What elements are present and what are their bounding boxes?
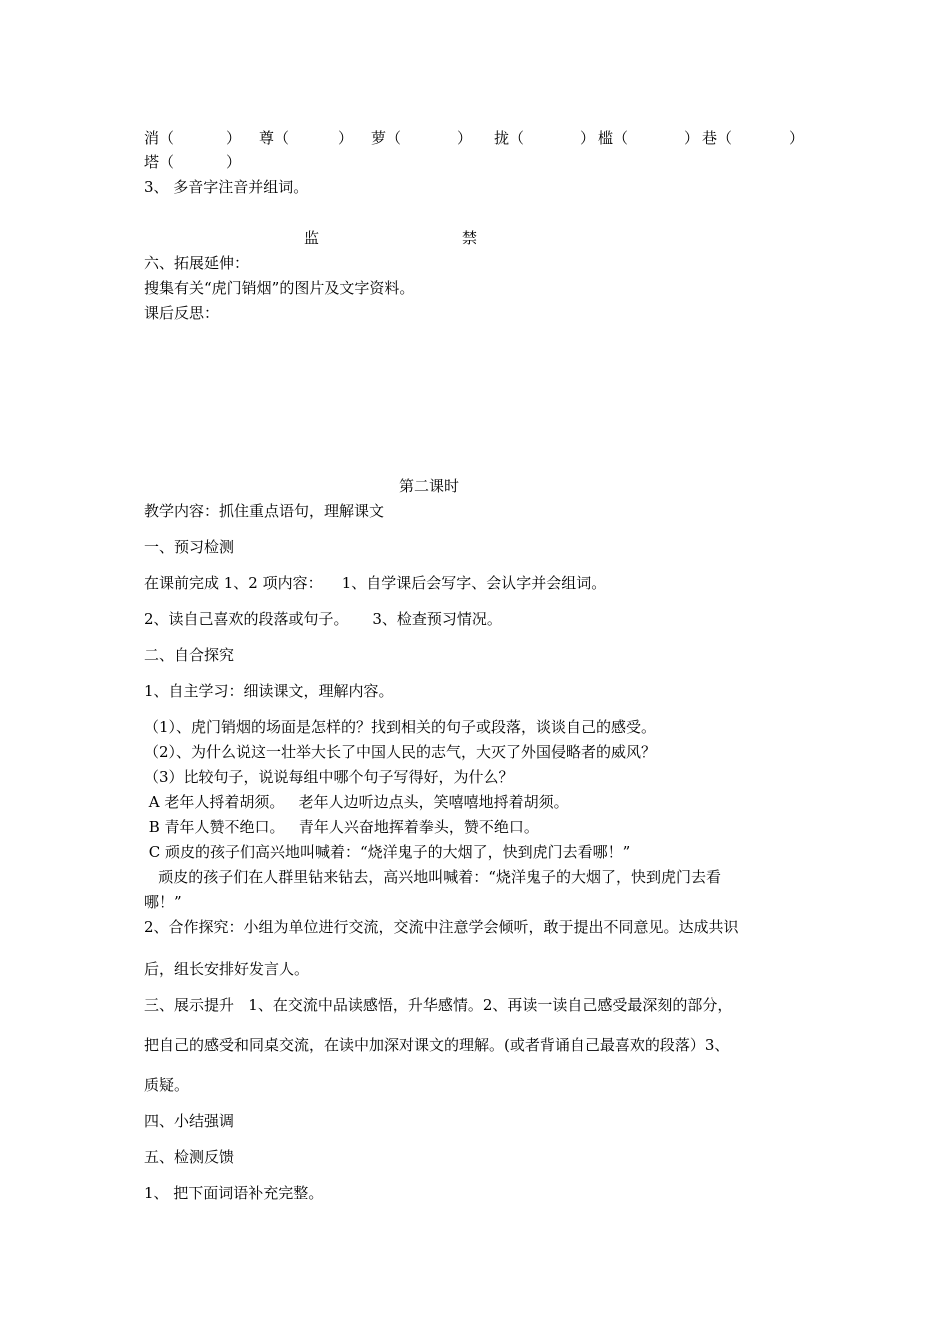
char-blank-1: 消（ bbox=[144, 129, 175, 147]
blank-close-2: ） bbox=[338, 129, 354, 147]
compare-a: A 老年人捋着胡须。 老年人边听边点头，笑嘻嘻地捋着胡须。 bbox=[144, 793, 569, 811]
paragraph-4-line-2: 后，组长安排好发言人。 bbox=[144, 960, 310, 978]
char-blank-2: 尊（ bbox=[259, 129, 290, 147]
item-3-heading: 3、 多音字注音并组词。 bbox=[144, 178, 309, 196]
paragraph-2: 2、读自己喜欢的段落或句子。 3、检查预习情况。 bbox=[144, 610, 502, 628]
polyphone-char-1: 监 bbox=[304, 229, 320, 247]
section-1-heading: 一、预习检测 bbox=[144, 538, 235, 556]
section-2-heading: 二、自合探究 bbox=[144, 646, 235, 664]
section-6-text: 搜集有关“虎门销烟”的图片及文字资料。 bbox=[144, 279, 415, 297]
compare-c: C 顽皮的孩子们高兴地叫喊着：“烧洋鬼子的大烟了，快到虎门去看哪！” bbox=[144, 843, 631, 861]
blank-close-7: ） bbox=[226, 153, 242, 171]
blank-close-3: ） bbox=[457, 129, 473, 147]
compare-c-line-2: 顽皮的孩子们在人群里钻来钻去，高兴地叫喊着：“烧洋鬼子的大烟了，快到虎门去看 bbox=[144, 868, 721, 886]
polyphone-char-2: 禁 bbox=[462, 229, 478, 247]
paragraph-1: 在课前完成 1、2 项内容： 1、自学课后会写字、会认字并会组词。 bbox=[144, 574, 607, 592]
blank-close-4: ） bbox=[580, 129, 596, 147]
question-3: （3）比较句子，说说每组中哪个句子写得好，为什么？ bbox=[144, 768, 514, 786]
question-2: （2）、为什么说这一壮举大长了中国人民的志气，大灭了外国侵略者的威风？ bbox=[144, 743, 657, 761]
char-blank-7: 塔（ bbox=[144, 153, 175, 171]
compare-b: B 青年人赞不绝口。 青年人兴奋地挥着拳头，赞不绝口。 bbox=[144, 818, 539, 836]
paragraph-3: 1、自主学习：细读课文，理解内容。 bbox=[144, 682, 394, 700]
blank-close-5: ） bbox=[684, 129, 700, 147]
lesson-2-title: 第二课时 bbox=[399, 477, 460, 495]
blank-close-6: ） bbox=[789, 129, 805, 147]
paragraph-6: 1、 把下面词语补充完整。 bbox=[144, 1184, 324, 1202]
reflection-label: 课后反思： bbox=[144, 304, 220, 322]
char-blank-5: 槛（ bbox=[598, 129, 629, 147]
section-6-heading: 六、拓展延伸： bbox=[144, 254, 250, 272]
paragraph-5-line-1: 三、展示提升 1、在交流中品读感悟，升华感情。2、再读一读自己感受最深刻的部分， bbox=[144, 996, 733, 1014]
section-5-heading: 五、检测反馈 bbox=[144, 1148, 235, 1166]
question-1: （1）、虎门销烟的场面是怎样的？找到相关的句子或段落，谈谈自己的感受。 bbox=[144, 718, 657, 736]
char-blank-3: 萝（ bbox=[371, 129, 402, 147]
char-blank-6: 巷（ bbox=[702, 129, 733, 147]
compare-c-line-3: 哪！” bbox=[144, 893, 182, 911]
blank-close-1: ） bbox=[226, 129, 242, 147]
paragraph-5-line-2: 把自己的感受和同桌交流，在读中加深对课文的理解。(或者背诵自己最喜欢的段落）3、 bbox=[144, 1036, 730, 1054]
paragraph-5-line-3: 质疑。 bbox=[144, 1076, 190, 1094]
char-blank-4: 拢（ bbox=[494, 129, 525, 147]
section-4-heading: 四、小结强调 bbox=[144, 1112, 235, 1130]
teaching-content: 教学内容：抓住重点语句，理解课文 bbox=[144, 502, 385, 520]
paragraph-4-line-1: 2、合作探究：小组为单位进行交流，交流中注意学会倾听，敢于提出不同意见。达成共识 bbox=[144, 918, 739, 936]
